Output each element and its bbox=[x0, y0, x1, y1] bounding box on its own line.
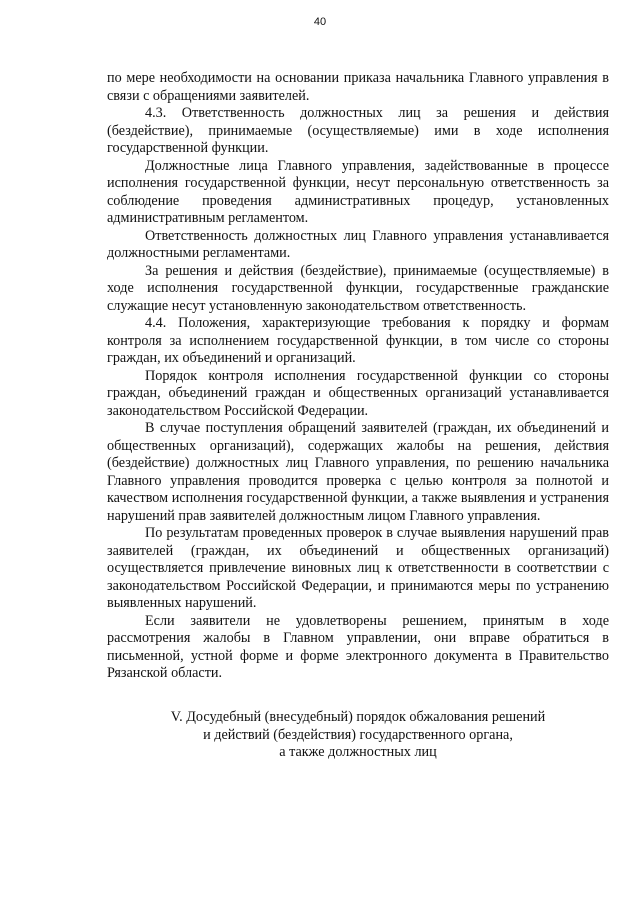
paragraph-continuation: по мере необходимости на основании приказа начальника Главного управления в связи с обращениями заявителей. bbox=[107, 70, 609, 104]
document-body bbox=[107, 70, 609, 683]
section-heading-line: V. Досудебный (внесудебный) порядок обжалования решений bbox=[170, 709, 546, 725]
section-heading-line: а также должностных лиц bbox=[279, 744, 437, 760]
section-heading-line: и действий (бездействия) государственного органа, bbox=[203, 726, 513, 743]
paragraph-4-3-heading: 4.3. Ответственность должностных лиц за решения и действия (бездействие), принимаемые (осуществляемые) ими в ходе исполнения государственной функции. bbox=[107, 105, 609, 156]
section-v-heading bbox=[107, 709, 609, 762]
paragraph-control-procedure: Порядок контроля исполнения государственной функции со стороны граждан, объединений граждан и общественных организаций устанавливается законодательством Российской Федерации. bbox=[107, 367, 609, 419]
paragraph-appeal-to-government: Если заявители не удовлетворены решением, принятым в ходе рассмотрения жалобы в Главном управлении, они вправе обратиться в письменной, устной форме и форме электронного документа в Правительство Рязанской области. bbox=[107, 612, 609, 681]
paragraph-complaint-inspection: В случае поступления обращений заявителей (граждан, их объединений и общественных организаций), содержащих жалобы на решения, действия (бездействие) должностных лиц Главного управления, по решению начальника Главного управления проводится проверка с целью контроля за полнотой и качеством исполнения государственной функции, а также выявления и устранения нарушений прав заявителей должностным лицом Главного управления. bbox=[107, 420, 609, 524]
paragraph-job-regulations: Ответственность должностных лиц Главного управления устанавливается должностными регламентами. bbox=[107, 227, 609, 261]
page-number: 40 bbox=[313, 16, 327, 28]
paragraph-4-4-heading: 4.4. Положения, характеризующие требования к порядку и формам контроля за исполнением государственной функции, в том числе со стороны граждан, их объединений и организаций. bbox=[107, 315, 609, 366]
paragraph-inspection-results: По результатам проведенных проверок в случае выявления нарушений прав заявителей (граждан, их объединений и общественных организаций) осуществляется привлечение виновных лиц к ответственности в соответствии с законодательством Российской Федерации, и принимаются меры по устранению выявленных нарушений. bbox=[107, 525, 609, 611]
paragraph-civil-servants-liability: За решения и действия (бездействие), принимаемые (осуществляемые) в ходе исполнения государственной функции, государственные гражданские служащие несут установленную законодательством ответственность. bbox=[107, 262, 609, 314]
paragraph-officials-responsibility: Должностные лица Главного управления, задействованные в процессе исполнения государственной функции, несут персональную ответственность за соблюдение проведения административных процедур, установленных административным регламентом. bbox=[107, 157, 609, 226]
